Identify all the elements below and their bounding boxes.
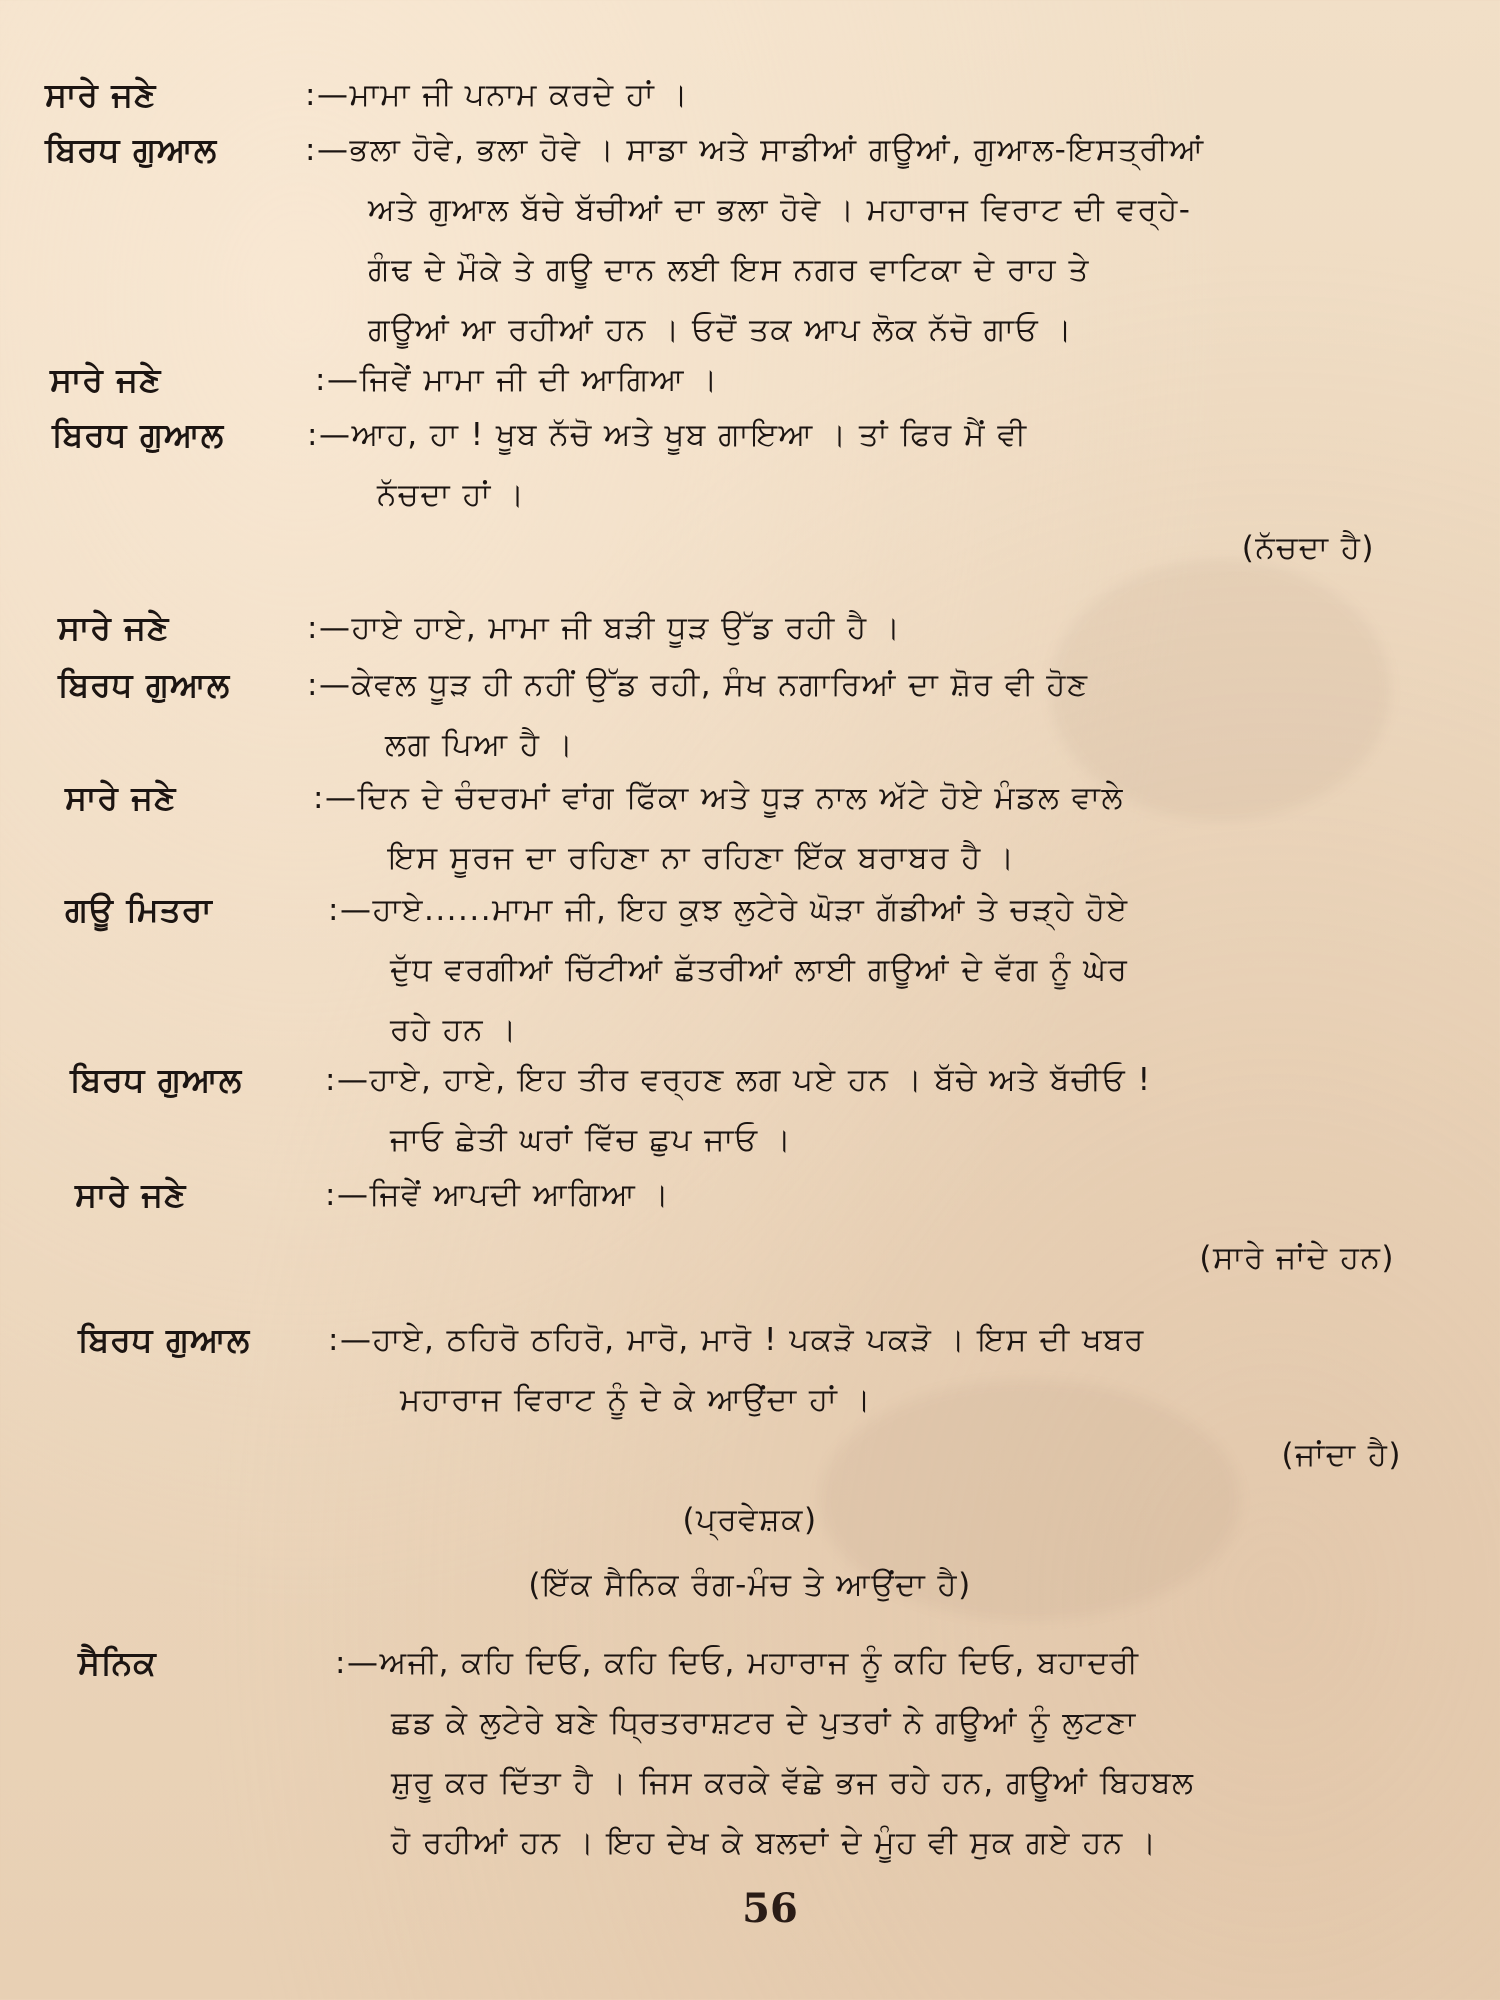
dialogue-line: ਇਸ ਸੂਰਜ ਦਾ ਰਹਿਣਾ ਨਾ ਰਹਿਣਾ ਇੱਕ ਬਰਾਬਰ ਹੈ । [388, 840, 1016, 876]
dialogue-text [305, 120, 1345, 360]
speaker-name: ਗਊ ਮਿਤਰਾ [65, 890, 213, 929]
speaker-name: ਬਿਰਧ ਗੁਆਲ [45, 130, 218, 169]
dash-marker: :— [307, 610, 352, 646]
stage-direction-soldier-enters: (ਇੱਕ ਸੈਨਿਕ ਰੰਗ-ਮੰਚ ਤੇ ਆਉਂਦਾ ਹੈ) [528, 1567, 972, 1603]
speaker-name: ਬਿਰਧ ਗੁਆਲ [78, 1320, 251, 1359]
speaker-name: ਬਿਰਧ ਗੁਆਲ [58, 665, 231, 704]
dash-marker: :— [328, 892, 373, 928]
dialogue-line [307, 405, 1347, 465]
dialogue-line-text: ਕੇਵਲ ਧੂੜ ਹੀ ਨਹੀਂ ਉੱਡ ਰਹੀ, ਸੰਖ ਨਗਾਰਿਆਂ ਦਾ ਸ਼ੋਰ ਵੀ ਹੋਣ [351, 667, 1089, 703]
dialogue-line-text: ਹਾਏ, ਠਹਿਰੋ ਠਹਿਰੋ, ਮਾਰੋ, ਮਾਰੋ ! ਪਕੜੋ ਪਕੜੋ । ਇਸ ਦੀ ਖਬਰ [372, 1322, 1145, 1358]
dialogue-line [313, 768, 1353, 828]
dialogue-line-text: ਹਾਏ ਹਾਏ, ਮਾਮਾ ਜੀ ਬੜੀ ਧੂੜ ਉੱਡ ਰਹੀ ਹੈ । [351, 610, 902, 646]
dialogue-line-text: ਜਿਵੇਂ ਮਾਮਾ ਜੀ ਦੀ ਆਗਿਆ । [359, 362, 719, 398]
dialogue-text [307, 598, 1347, 658]
dialogue-line: ਮਹਾਰਾਜ ਵਿਰਾਟ ਨੂੰ ਦੇ ਕੇ ਆਉਂਦਾ ਹਾਂ । [400, 1382, 872, 1418]
dash-marker: :— [325, 1062, 370, 1098]
dialogue-line [305, 65, 1345, 125]
dash-marker: :— [307, 667, 352, 703]
dialogue-line-text: ਆਹ, ਹਾ ! ਖੂਬ ਨੱਚੋ ਅਤੇ ਖੂਬ ਗਾਇਆ । ਤਾਂ ਫਿਰ ਮੈਂ ਵੀ [351, 417, 1028, 453]
speaker-name: ਸਾਰੇ ਜਣੇ [75, 1175, 187, 1214]
dash-marker: :— [315, 362, 360, 398]
dialogue-line [325, 1165, 1365, 1225]
speaker-name: ਸਾਰੇ ਜਣੇ [58, 608, 170, 647]
dash-marker: :— [307, 417, 352, 453]
dialogue-line: ਗੰਢ ਦੇ ਮੌਕੇ ਤੇ ਗਊ ਦਾਨ ਲਈ ਇਸ ਨਗਰ ਵਾਟਿਕਾ ਦੇ ਰਾਹ ਤੇ [368, 252, 1090, 288]
stage-direction-dancing: (ਨੱਚਦਾ ਹੈ) [1241, 530, 1375, 566]
dialogue-line-text: ਅਜੀ, ਕਹਿ ਦਿਓ, ਕਹਿ ਦਿਓ, ਮਹਾਰਾਜ ਨੂੰ ਕਹਿ ਦਿਓ, ਬਹਾਦਰੀ [379, 1645, 1140, 1681]
dash-marker: :— [313, 780, 358, 816]
dialogue-line [325, 1050, 1365, 1110]
dialogue-text [325, 1165, 1365, 1225]
dialogue-line: ਸ਼ੁਰੂ ਕਰ ਦਿੱਤਾ ਹੈ । ਜਿਸ ਕਰਕੇ ਵੱਛੇ ਭਜ ਰਹੇ ਹਨ, ਗਊਆਂ ਬਿਹਬਲ [391, 1765, 1195, 1801]
dialogue-text [328, 880, 1368, 1060]
stage-direction-interlude: (ਪ੍ਰਵੇਸ਼ਕ) [682, 1502, 818, 1538]
dialogue-line: ਨੱਚਦਾ ਹਾਂ । [377, 477, 526, 513]
speaker-name: ਬਿਰਧ ਗੁਆਲ [70, 1060, 243, 1099]
dialogue-line: ਦੁੱਧ ਵਰਗੀਆਂ ਚਿੱਟੀਆਂ ਛੱਤਰੀਆਂ ਲਾਈ ਗਊਆਂ ਦੇ ਵੱਗ ਨੂੰ ਘੇਰ [390, 952, 1129, 988]
dialogue-text [313, 768, 1353, 888]
dialogue-line-text: ਦਿਨ ਦੇ ਚੰਦਰਮਾਂ ਵਾਂਗ ਫਿੱਕਾ ਅਤੇ ਧੂੜ ਨਾਲ ਅੱਟੇ ਹੋਏ ਮੰਡਲ ਵਾਲੇ [357, 780, 1124, 816]
dialogue-line: ਗਊਆਂ ਆ ਰਹੀਆਂ ਹਨ । ਓਦੋਂ ਤਕ ਆਪ ਲੋਕ ਨੱਚੋ ਗਾਓ । [368, 312, 1073, 348]
dash-marker: :— [335, 1645, 380, 1681]
dialogue-line: ਜਾਓ ਛੇਤੀ ਘਰਾਂ ਵਿੱਚ ਛੁਪ ਜਾਓ । [390, 1122, 793, 1158]
dialogue-line: ਅਤੇ ਗੁਆਲ ਬੱਚੇ ਬੱਚੀਆਂ ਦਾ ਭਲਾ ਹੋਵੇ । ਮਹਾਰਾਜ ਵਿਰਾਟ ਦੀ ਵਰ੍ਹੇ- [368, 192, 1192, 228]
dash-marker: :— [325, 1177, 370, 1213]
dialogue-line [305, 120, 1345, 180]
dialogue-text [328, 1310, 1368, 1430]
dialogue-line-text: ਮਾਮਾ ਜੀ ਪਨਾਮ ਕਰਦੇ ਹਾਂ । [349, 77, 690, 113]
dash-marker: :— [305, 132, 350, 168]
stage-direction-exits: (ਜਾਂਦਾ ਹੈ) [1281, 1437, 1402, 1473]
dialogue-line [335, 1633, 1375, 1693]
dialogue-line-text: ਭਲਾ ਹੋਵੇ, ਭਲਾ ਹੋਵੇ । ਸਾਡਾ ਅਤੇ ਸਾਡੀਆਂ ਗਊਆਂ, ਗੁਆਲ-ਇਸਤ੍ਰੀਆਂ [349, 132, 1205, 168]
dialogue-line [328, 880, 1368, 940]
dialogue-text [305, 65, 1345, 125]
dialogue-line: ਛਡ ਕੇ ਲੁਟੇਰੇ ਬਣੇ ਧ੍ਰਿਤਰਾਸ਼ਟਰ ਦੇ ਪੁਤਰਾਂ ਨੇ ਗਊਆਂ ਨੂੰ ਲੁਟਣਾ [391, 1705, 1137, 1741]
dialogue-line [307, 598, 1347, 658]
dialogue-line [307, 655, 1347, 715]
stage-direction-all-exit: (ਸਾਰੇ ਜਾਂਦੇ ਹਨ) [1199, 1240, 1395, 1276]
dialogue-line-text: ਜਿਵੇਂ ਆਪਦੀ ਆਗਿਆ । [369, 1177, 671, 1213]
speaker-name: ਸਾਰੇ ਜਣੇ [65, 778, 177, 817]
dialogue-line: ਹੋ ਰਹੀਆਂ ਹਨ । ਇਹ ਦੇਖ ਕੇ ਬਲਦਾਂ ਦੇ ਮੂੰਹ ਵੀ ਸੁਕ ਗਏ ਹਨ । [391, 1825, 1158, 1861]
dialogue-text [307, 405, 1347, 525]
page-number: 56 [742, 1885, 798, 1932]
speaker-name: ਸਾਰੇ ਜਣੇ [50, 360, 162, 399]
dialogue-line [328, 1310, 1368, 1370]
speaker-name: ਸਾਰੇ ਜਣੇ [45, 75, 157, 114]
dialogue-line-text: ਹਾਏ, ਹਾਏ, ਇਹ ਤੀਰ ਵਰ੍ਹਣ ਲਗ ਪਏ ਹਨ । ਬੱਚੇ ਅਤੇ ਬੱਚੀਓ ! [369, 1062, 1152, 1098]
dialogue-text [335, 1633, 1375, 1873]
dash-marker: :— [305, 77, 350, 113]
dialogue-text [315, 350, 1355, 410]
dialogue-line: ਲਗ ਪਿਆ ਹੈ । [385, 727, 575, 763]
speaker-name: ਬਿਰਧ ਗੁਆਲ [52, 415, 225, 454]
dialogue-text [307, 655, 1347, 775]
dialogue-line [315, 350, 1355, 410]
dialogue-line-text: ਹਾਏ......ਮਾਮਾ ਜੀ, ਇਹ ਕੁਝ ਲੁਟੇਰੇ ਘੋੜਾ ਗੱਡੀਆਂ ਤੇ ਚੜ੍ਹੇ ਹੋਏ [372, 892, 1129, 928]
dash-marker: :— [328, 1322, 373, 1358]
dialogue-text [325, 1050, 1365, 1170]
speaker-name: ਸੈਨਿਕ [78, 1643, 157, 1682]
dialogue-line: ਰਹੇ ਹਨ । [390, 1012, 518, 1048]
